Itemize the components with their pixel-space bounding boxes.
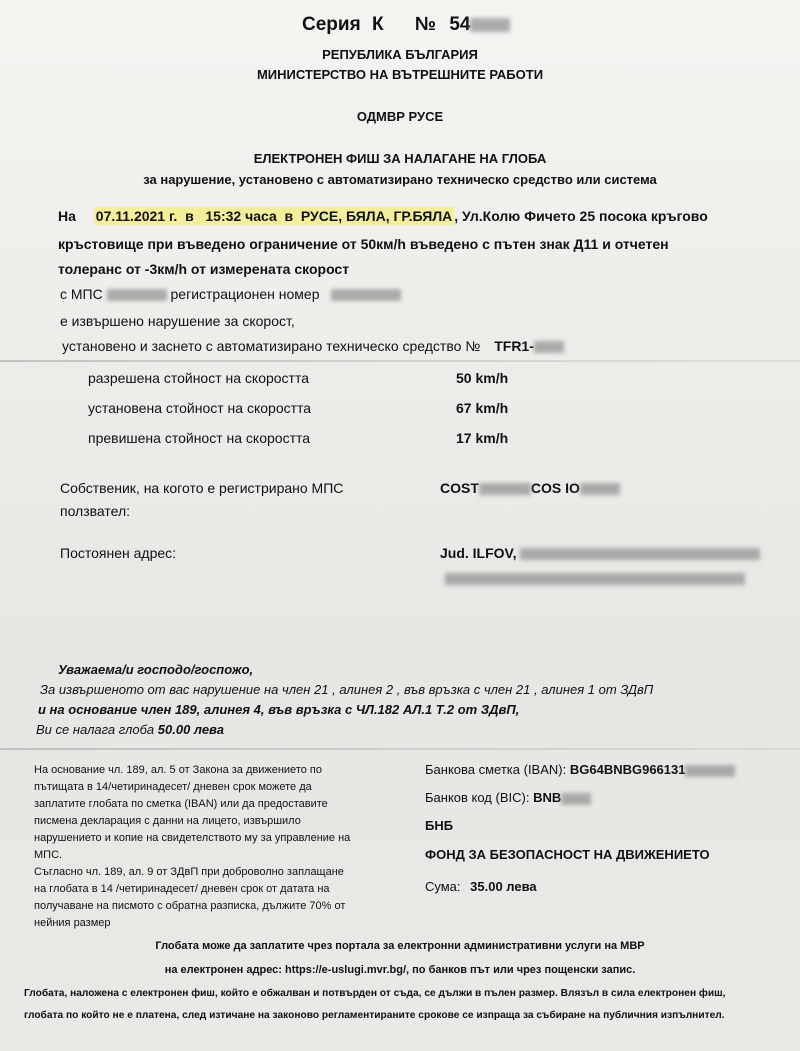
speed-allowed-value: 50 km/h <box>456 370 509 386</box>
office-title: ОДМВР РУСЕ <box>356 109 444 124</box>
speed-exceeded-value: 17 km/h <box>456 430 509 446</box>
sum-value: 35.00 лева <box>470 879 537 894</box>
redacted-bic <box>561 793 591 805</box>
series-line <box>302 14 510 36</box>
redacted-address <box>445 573 745 585</box>
owner-label: Собственик, на когото е регистрирано МПС <box>60 480 344 496</box>
speed-allowed-label: разрешена стойност на скоростта <box>88 370 310 386</box>
footer-line-1: Глобата може да заплатите чрез портала за електронни административни услуги на МВР <box>155 940 645 952</box>
iban-label: Банкова сметка (IBAN): <box>425 762 567 777</box>
number-label: № <box>414 14 437 35</box>
user-label: ползвател: <box>60 503 131 519</box>
fold-line <box>0 360 800 362</box>
speed-measured-label: установена стойност на скоростта <box>88 400 312 416</box>
legal-notice: На основание чл. 189, ал. 5 от Закона за движението по пътищата в 14/четиринадесет/ дневен срок можете да заплатите глобата по сметка (IBAN) или да предоставите писмена декларация с данни на лицето, извършило нарушението и копие на свидетелството му за управление на МПС. Съгласно чл. 189, ал. 9 от ЗДвП при доброволно заплащане на глобата в 14 /четиринадесет/ дневен срок от датата на получаване на писмото с обратна разписка, дължите 70% от нейния размер <box>34 764 351 929</box>
violation-time: 15:32 часа <box>205 208 277 224</box>
redacted-plate <box>331 289 401 301</box>
footer-line-4: глобата по който не е платена, след изтичане на законово регламентираните срокове се изпраща за събиране на публичния изпълнител. <box>24 1010 725 1021</box>
bank-name: БНБ <box>425 818 454 833</box>
redacted-address <box>520 548 760 560</box>
document-subtitle: за нарушение, установено с автоматизирано техническо средство или система <box>143 172 657 187</box>
portal-link[interactable]: https://e-uslugi.mvr.bg/ <box>285 964 407 976</box>
address-line-2 <box>445 570 745 588</box>
redacted-number <box>470 18 510 32</box>
in-label: в <box>284 208 294 224</box>
footer-line-2: на електронен адрес: https://e-uslugi.mvr.bg/, по банков път или чрез пощенски запис. <box>164 964 636 976</box>
iban-line <box>425 762 735 777</box>
reg-label: регистрационен номер <box>170 286 320 302</box>
ministry-title: МИНИСТЕРСТВО НА ВЪТРЕШНИТЕ РАБОТИ <box>256 67 544 82</box>
mps-label: с МПС <box>60 286 103 302</box>
violation-street: , Ул.Колю Фичето 25 посока кръгово <box>454 208 708 224</box>
device-label: установено и заснето с автоматизирано техническо средство № <box>62 338 481 354</box>
violation-date: 07.11.2021 г. <box>95 208 178 224</box>
bic-label: Банков код (BIC): <box>425 790 530 805</box>
speed-measured-value: 67 km/h <box>456 400 509 416</box>
series-label: Серия <box>302 14 361 35</box>
bic-line <box>425 790 591 805</box>
device-number: TFR1- <box>494 338 534 354</box>
violation-line-2: кръстовище при въведено ограничение от 50км/h въведено с пътен знак Д11 и отчетен <box>58 236 669 252</box>
penalty-line-1: За извършеното от вас нарушение на член 21 , алинея 2 , във връзка с член 21 , алинея 1 от ЗДвП <box>40 682 654 697</box>
fund-name: ФОНД ЗА БЕЗОПАСНОСТ НА ДВИЖЕНИЕТО <box>425 847 710 862</box>
violation-date-time-place <box>94 207 454 225</box>
violation-line-1 <box>58 208 708 224</box>
violation-place: РУСЕ, БЯЛА, ГР.БЯЛА <box>300 208 453 224</box>
iban-value: BG64BNBG966131 <box>569 762 686 777</box>
document-title: ЕЛЕКТРОНЕН ФИШ ЗА НАЛАГАНЕ НА ГЛОБА <box>253 151 547 166</box>
bic-value: BNB <box>533 790 562 805</box>
redacted-make <box>107 289 167 301</box>
speed-exceeded-label: превишена стойност на скоростта <box>88 430 311 446</box>
device-line <box>62 338 564 354</box>
redacted-iban <box>685 765 735 777</box>
sum-line <box>425 879 537 894</box>
redacted-device <box>534 341 564 353</box>
sum-label: Сума: <box>425 879 461 894</box>
address-value: Jud. ILFOV, <box>440 545 760 561</box>
fold-line <box>0 748 800 750</box>
owner-value: COST COS IO <box>440 480 620 496</box>
country-title: РЕПУБЛИКА БЪЛГАРИЯ <box>322 47 478 62</box>
series-value: К <box>371 14 384 35</box>
redacted-owner <box>479 483 531 495</box>
greeting: Уважаема/и господо/госпожо, <box>58 662 254 677</box>
address-label: Постоянен адрес: <box>60 545 177 561</box>
violation-line-3: толеранс от -3км/h от измерената скорост <box>58 261 350 277</box>
na-label: На <box>58 208 76 224</box>
vehicle-line <box>60 286 401 302</box>
penalty-amount: 50.00 лева <box>157 722 224 737</box>
committed-line: е извършено нарушение за скорост, <box>60 313 295 329</box>
footer-line-3: Глобата, наложена с електронен фиш, който е обжалван и потвърден от съда, се дължи в пълен размер. Влязъл в сила електронен фиш, <box>24 988 726 999</box>
redacted-owner <box>580 483 620 495</box>
in-label: в <box>185 208 194 224</box>
number-value: 54 <box>449 14 471 35</box>
penalty-line-3: Ви се налага глоба 50.00 лева <box>36 722 224 737</box>
penalty-line-2: и на основание член 189, алинея 4, във връзка с ЧЛ.182 АЛ.1 Т.2 от ЗДвП, <box>38 702 520 717</box>
